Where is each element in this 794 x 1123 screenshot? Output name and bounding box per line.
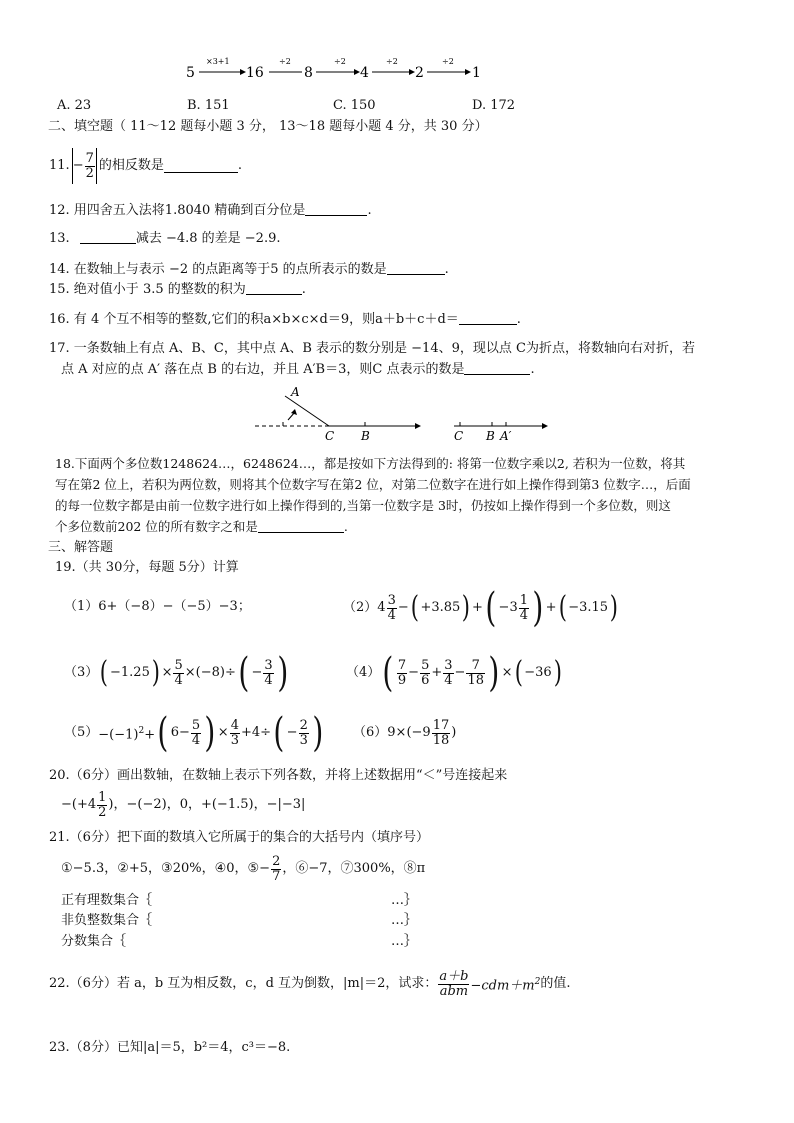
part-label: （5） <box>64 725 99 740</box>
q18-end: . <box>343 519 348 534</box>
q11-fraction <box>85 152 95 180</box>
q12-end: . <box>367 203 372 218</box>
q20-numbers: −(+4 $\frac{1}{2}$ ) ，−(−2)，0，+(−1.5)，−|−3| <box>61 789 306 820</box>
q14-text: 14. 在数轴上与表示 −2 的点距离等于5 的点所表示的数是 <box>49 262 387 277</box>
answer-blank[interactable] <box>387 262 445 275</box>
q21-items: ①−5.3，②+5，③20%，④0，⑤− $\frac{2}{7}$ ，⑥−7，⑦300%，⑧π <box>61 853 426 884</box>
q21-items-a: ①−5.3，②+5，③20%，④0，⑤− <box>61 861 271 876</box>
chain-num: 1 <box>472 65 481 81</box>
part-label: （4） <box>346 665 381 680</box>
q16 <box>49 312 521 328</box>
chain-op: ÷2 <box>442 57 454 66</box>
q10-option-b: B. 151 <box>187 98 230 113</box>
q22-suffix: 的值. <box>540 976 571 991</box>
point-label-b: B <box>486 429 495 443</box>
q10-option-c: C. 150 <box>333 98 376 113</box>
section3-title: 三、解答题 <box>48 540 114 555</box>
q11-num: 11. <box>49 158 70 173</box>
fraction-denominator: 2 <box>85 165 94 181</box>
q17-end: . <box>530 362 535 377</box>
q19-part4: （4） ( $\frac{7}{9}$ − $\frac{5}{6}$ + $\frac{3}{4}$ − $\frac{7}{18}$ ) × ( −36 ) <box>346 650 562 696</box>
chain-num: 16 <box>246 65 264 81</box>
q18-line3: 的每一位数字都是由前一位数字进行如上操作得到的,当第一位数字是 3时，仍按如上操作得到一个多位数，则这 <box>55 498 671 513</box>
q12 <box>49 203 372 219</box>
q17-line1: 17. 一条数轴上有点 A、B、C，其中点 A、B 表示的数分别是 −14、9，现以点 C为折点，将数轴向右对折，若 <box>49 341 695 356</box>
q21-title: 21.（6分）把下面的数填入它所属于的集合的大括号内（填序号） <box>49 830 429 845</box>
q22: 22.（6分）若 a，b 互为相反数，c，d 互为倒数，|m|＝2，试求： $\frac{a+b}{\text{abm}}$ $-cdm+m^2$ 的值. <box>49 968 571 999</box>
set-label: 正有理数集合｛ <box>61 893 153 908</box>
q23: 23.（8分）已知|a|＝5，b²＝4，c³＝−8. <box>49 1040 291 1055</box>
q12-text: 12. 用四舍五入法将1.8040 精确到百分位是 <box>49 203 306 218</box>
q16-text: 16. 有 4 个互不相等的整数,它们的积a×b×c×d＝9，则a＋b＋c＋d＝ <box>49 312 459 327</box>
q13-num: 13. <box>49 231 70 246</box>
q11-text: 的相反数是 <box>98 158 164 173</box>
q15-end: . <box>301 282 306 297</box>
q21-set-nonneg-integer <box>61 913 418 929</box>
point-label-c: C <box>454 429 464 443</box>
q19-part1: （1）6+（−8）−（−5）−3； <box>64 599 251 614</box>
chain-num: 2 <box>415 65 424 81</box>
q17-figure-fold <box>255 382 425 444</box>
q17-figure-result <box>452 414 552 444</box>
set-label: 非负整数集合｛ <box>61 913 153 928</box>
q18-line1: 18.下面两个多位数1248624…，6248624…，都是按如下方法得到的: 将第一位数字乘以2, 若积为一位数，将其 <box>55 456 686 471</box>
q18-line4 <box>55 519 348 535</box>
q19-part5: （5） $-(-1)^2+$ ( 6− $\frac{5}{4}$ ) × $\frac{4}{3}$ +4÷ ( − $\frac{2}{3}$ ) <box>64 710 324 756</box>
q20-numbers-rest: ，−(−2)，0，+(−1.5)，−|−3| <box>113 797 306 812</box>
answer-blank[interactable] <box>459 312 517 325</box>
q17-line2 <box>61 362 535 378</box>
q11 <box>49 148 242 184</box>
chain-op: ÷2 <box>334 57 346 66</box>
part-label: （6） <box>353 725 388 740</box>
chain-op: ÷2 <box>279 57 291 66</box>
q14-end: . <box>444 262 449 277</box>
q15 <box>49 282 306 298</box>
q13-text: 减去 −4.8 的差是 −2.9. <box>135 231 281 246</box>
q19-part2: （2） 4 $\frac{3}{4}$ − ( +3.85 ) + ( −3 $\frac{1}{4}$ ) + ( −3.15 ) <box>343 585 619 631</box>
q15-text: 15. 绝对值小于 3.5 的整数的积为 <box>49 282 246 297</box>
answer-blank[interactable] <box>164 160 238 173</box>
q17-line2-text: 点 A 对应的点 A′ 落在点 B 的右边，并且 A′B＝3，则C 点表示的数是 <box>61 362 465 377</box>
q10-option-d: D. 172 <box>472 98 516 113</box>
q11-minus: − <box>72 158 84 173</box>
answer-blank[interactable] <box>305 203 367 216</box>
answer-blank[interactable] <box>258 520 344 533</box>
answer-blank[interactable] <box>246 282 302 295</box>
q10-option-a: A. 23 <box>57 98 92 113</box>
q22-prefix: 22.（6分）若 a，b 互为相反数，c，d 互为倒数，|m|＝2，试求： <box>49 976 438 991</box>
part-label: （2） <box>343 600 378 615</box>
point-label-b: B <box>361 429 370 443</box>
chain-op: ÷2 <box>386 57 398 66</box>
chain-num: 8 <box>304 65 313 81</box>
set-close: …｝ <box>391 934 418 949</box>
q18-line4-text: 个多位数前202 位的所有数字之和是 <box>55 519 258 534</box>
answer-blank[interactable] <box>464 362 530 375</box>
q11-end: . <box>237 158 243 173</box>
q21-set-fraction <box>61 934 418 950</box>
q16-end: . <box>516 312 521 327</box>
set-close: …｝ <box>391 893 418 908</box>
point-label-c: C <box>325 429 335 443</box>
q19-title: 19.（共 30分，每题 5分）计算 <box>55 560 239 575</box>
set-label: 分数集合｛ <box>61 934 127 949</box>
q20-title: 20.（6分）画出数轴，在数轴上表示下列各数，并将上述数据用“＜”号连接起来 <box>49 768 508 783</box>
q18-line2: 写在第2 位上，若积为两位数，则将其个位数字写在第2 位，对第二位数字在进行如上操作得到第3 位数字…，后面 <box>55 477 691 492</box>
q10-chain-diagram <box>180 56 500 82</box>
abs-bar <box>96 148 97 184</box>
point-label-a: A <box>291 385 300 399</box>
q13 <box>49 231 281 247</box>
section2-title: 二、填空题（ 11～12 题每小题 3 分， 13～18 题每小题 4 分，共 30 分） <box>48 119 488 134</box>
point-label-a-prime: A′ <box>500 429 512 443</box>
q21-items-b: ，⑥−7，⑦300%，⑧π <box>282 861 426 876</box>
chain-op: ×3+1 <box>206 57 230 66</box>
q19-part3: （3） ( −1.25 ) × $\frac{5}{4}$ ×(−8)÷ ( − $\frac{3}{4}$ ) <box>64 650 288 696</box>
q21-set-positive-rational <box>61 893 418 909</box>
chain-num: 5 <box>186 65 195 81</box>
set-close: …｝ <box>391 913 418 928</box>
fraction-numerator: 7 <box>85 150 94 166</box>
answer-blank[interactable] <box>80 231 136 244</box>
q19-part6: （6） 9×(−9 $\frac{17}{18}$ ) <box>353 717 457 748</box>
chain-num: 4 <box>360 65 369 81</box>
part-label: （3） <box>64 665 99 680</box>
q14 <box>49 262 449 278</box>
